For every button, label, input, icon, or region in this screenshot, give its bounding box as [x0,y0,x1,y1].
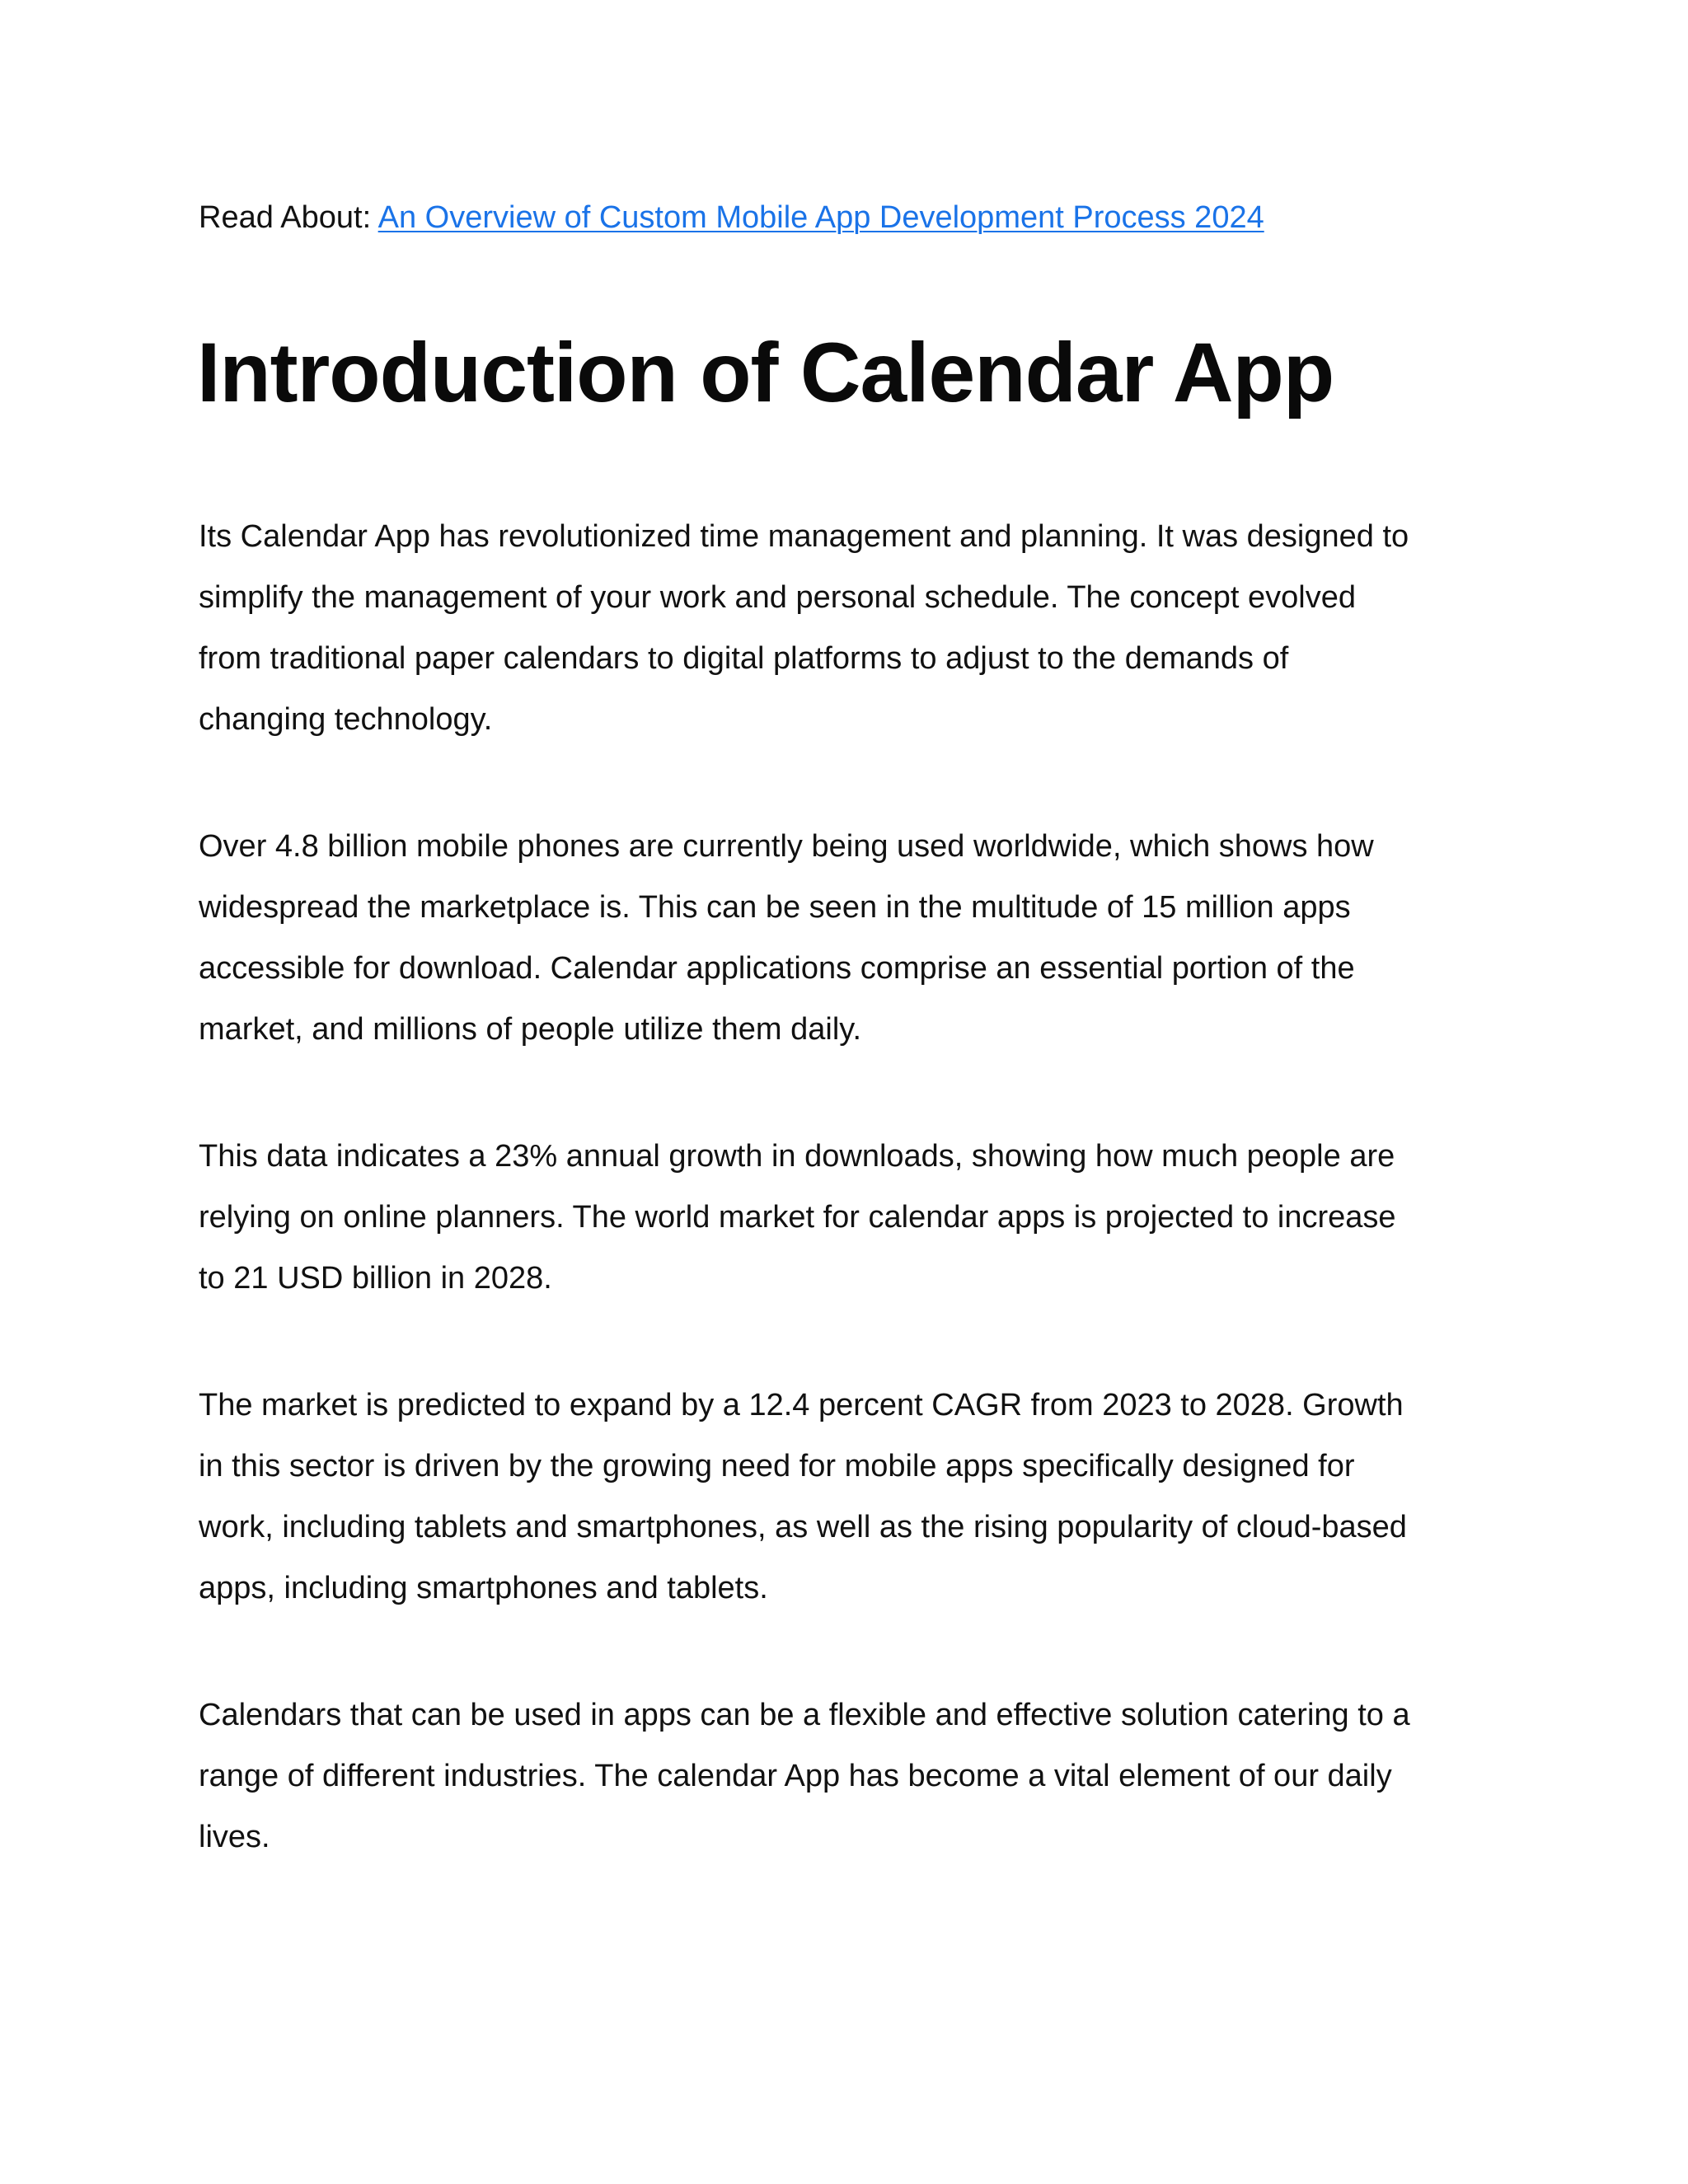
paragraph-line: This data indicates a 23% annual growth in downloads, showing how much people are [199,1139,1395,1174]
paragraph-line: simplify the management of your work and personal schedule. The concept evolved [199,580,1356,615]
read-about-link[interactable]: An Overview of Custom Mobile App Development Process 2024 [377,200,1264,235]
paragraph-line: widespread the marketplace is. This can be seen in the multitude of 15 million apps [199,890,1351,925]
paragraph-line: changing technology. [199,702,493,737]
paragraph-line: relying on online planners. The world market for calendar apps is projected to increase [199,1200,1396,1235]
paragraph-line: The market is predicted to expand by a 12.4 percent CAGR from 2023 to 2028. Growth [199,1388,1404,1422]
paragraph-line: lives. [199,1820,270,1854]
paragraph-line: Over 4.8 billion mobile phones are currently being used worldwide, which shows how [199,829,1374,864]
paragraph-cagr [199,1375,1517,1619]
paragraph-line: work, including tablets and smartphones, as well as the rising popularity of cloud-based [199,1510,1407,1544]
paragraph-mobile-stats [199,816,1517,1060]
paragraph-line: accessible for download. Calendar applications comprise an essential portion of the [199,951,1355,986]
paragraph-intro [199,506,1517,750]
paragraph-line: range of different industries. The calendar App has become a vital element of our daily [199,1759,1392,1793]
read-about-line [199,198,1264,237]
paragraph-growth [199,1126,1517,1309]
paragraph-line: Its Calendar App has revolutionized time management and planning. It was designed to [199,519,1409,554]
paragraph-line: apps, including smartphones and tablets. [199,1571,768,1605]
paragraph-line: in this sector is driven by the growing need for mobile apps specifically designed for [199,1449,1355,1483]
page-title: Introduction of Calendar App [197,326,1334,419]
paragraph-line: from traditional paper calendars to digital platforms to adjust to the demands of [199,641,1289,676]
paragraph-line: market, and millions of people utilize them daily. [199,1012,862,1047]
read-about-prefix: Read About: [199,200,378,235]
paragraph-line: to 21 USD billion in 2028. [199,1261,552,1296]
paragraph-line: Calendars that can be used in apps can be a flexible and effective solution catering to a [199,1698,1410,1732]
paragraph-conclusion [199,1685,1517,1868]
